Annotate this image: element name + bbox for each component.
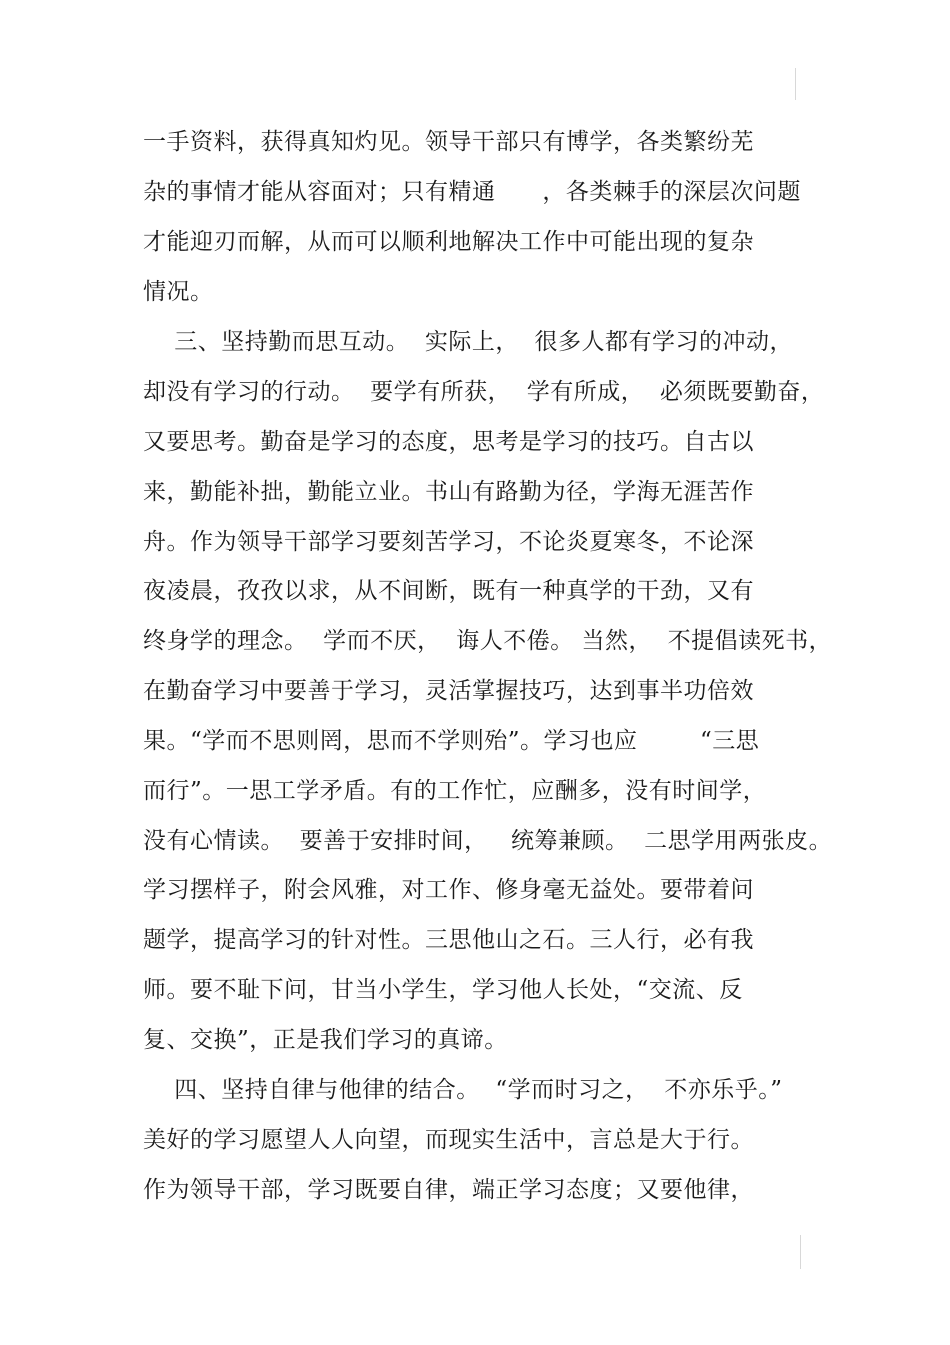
text-line: 四、坚持自律与他律的结合。 “学而时习之， 不亦乐乎。” (143, 1077, 783, 1103)
text-line: 作为领导干部，学习既要自律，端正学习态度；又要他律， (143, 1177, 754, 1203)
text-line: 夜凌晨，孜孜以求，从不间断，既有一种真学的干劲，又有 (143, 578, 754, 604)
text-line: 三、坚持勤而思互动。 实际上， 很多人都有学习的冲动， (143, 329, 793, 355)
text-line: 题学，提高学习的针对性。三思他山之石。三人行，必有我 (143, 927, 754, 953)
text-line: 在勤奋学习中要善于学习，灵活掌握技巧，达到事半功倍效 (143, 678, 754, 704)
text-line: 却没有学习的行动。 要学有所获， 学有所成， 必须既要勤奋， (143, 379, 825, 405)
page-edge-mark-top (795, 68, 796, 100)
text-line: 复、交换”，正是我们学习的真谛。 (143, 1027, 508, 1053)
text-line: 又要思考。勤奋是学习的态度，思考是学习的技巧。自古以 (143, 429, 754, 455)
text-line: 而行”。一思工学矛盾。有的工作忙，应酬多，没有时间学， (143, 778, 767, 804)
page-edge-mark-bottom (800, 1235, 801, 1269)
text-line: 杂的事情才能从容面对；只有精通 ，各类棘手的深层次问题 (143, 179, 801, 205)
text-line: 才能迎刃而解，从而可以顺利地解决工作中可能出现的复杂 (143, 229, 754, 255)
text-line: 舟。作为领导干部学习要刻苦学习，不论炎夏寒冬，不论深 (143, 529, 754, 555)
text-line: 学习摆样子，附会风雅，对工作、修身毫无益处。要带着问 (143, 877, 754, 903)
text-line: 情况。 (143, 279, 214, 305)
text-line: 来，勤能补拙，勤能立业。书山有路勤为径，学海无涯苦作 (143, 479, 754, 505)
text-line: 一手资料，获得真知灼见。领导干部只有博学，各类繁纷芜 (143, 129, 754, 155)
text-line: 美好的学习愿望人人向望，而现实生活中，言总是大于行。 (143, 1127, 754, 1153)
text-line: 终身学的理念。 学而不厌， 诲人不倦。 当然， 不提倡读死书， (143, 628, 833, 654)
text-line: 师。要不耻下问，甘当小学生，学习他人长处，“交流、反 (143, 977, 743, 1003)
text-line: 果。“学而不思则罔，思而不学则殆”。学习也应 “三思 (143, 728, 760, 754)
text-line: 没有心情读。 要善于安排时间， 统筹兼顾。 二思学用两张皮。 (143, 828, 833, 854)
